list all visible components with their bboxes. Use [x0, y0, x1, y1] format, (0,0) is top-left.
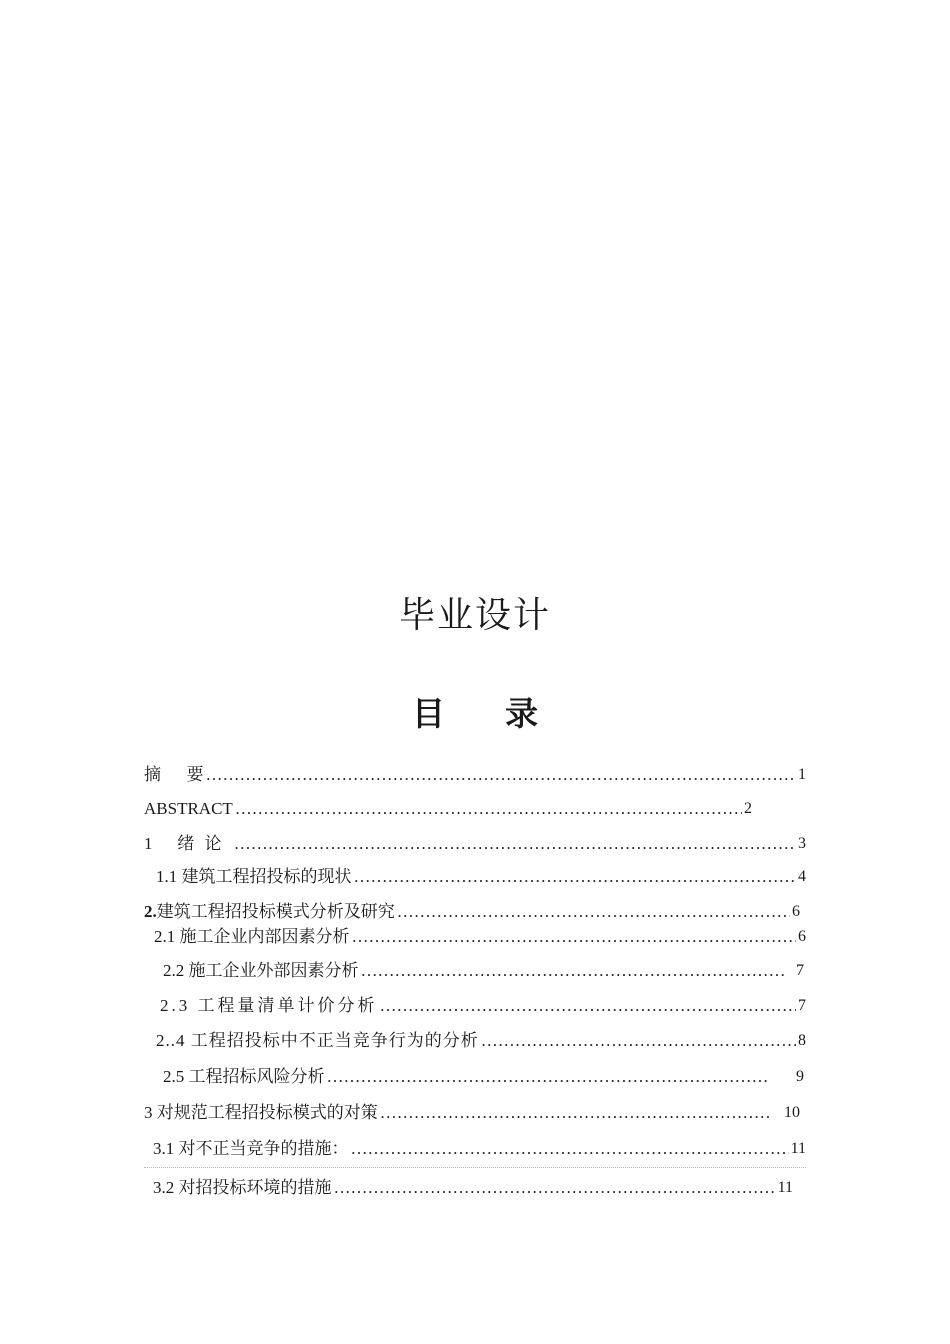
toc-entry-chapter-3[interactable] — [144, 1098, 800, 1124]
toc-leader-dots — [354, 866, 797, 888]
toc-leader-dots — [352, 926, 797, 948]
toc-entry-section-3-2[interactable] — [153, 1173, 793, 1199]
toc-entry-page: 6 — [798, 928, 806, 945]
toc-leader-dots — [234, 833, 796, 855]
toc-entry-abstract-en[interactable] — [144, 794, 752, 820]
toc-leader-dots — [351, 1138, 789, 1160]
toc-entry-title: 2.3 工程量清单计价分析 — [160, 996, 378, 1015]
toc-entry-title: 2.2 施工企业外部因素分析 — [163, 961, 359, 980]
toc-entry-title: 3.2 对招投标环境的措施 — [153, 1178, 332, 1197]
toc-entry-title: 3 对规范工程招投标模式的对策 — [144, 1103, 378, 1122]
toc-entry-page: 9 — [796, 1068, 804, 1085]
toc-heading-char-1: 目 — [412, 694, 445, 733]
toc-entry-number: 2. — [144, 902, 157, 921]
toc-leader-dots — [481, 1030, 796, 1052]
toc-leader-dots — [380, 1102, 772, 1124]
toc-entry-title: 1 绪 论 — [144, 834, 232, 853]
toc-leader-dots — [206, 764, 797, 786]
toc-entry-section-2-5[interactable] — [163, 1062, 804, 1088]
toc-entry-title-text: 建筑工程招投标模式分析及研究 — [156, 902, 395, 921]
toc-entry-page: 8 — [798, 1032, 806, 1049]
toc-leader-dots — [380, 995, 797, 1017]
toc-entry-title: 摘 要 — [144, 765, 204, 784]
toc-entry-page: 11 — [790, 1140, 806, 1157]
toc-leader-dots — [361, 960, 787, 982]
toc-entry-abstract-cn[interactable] — [144, 760, 806, 786]
toc-entry-title: ABSTRACT — [144, 799, 233, 818]
toc-entry-page: 7 — [796, 962, 804, 979]
toc-entry-page: 6 — [792, 903, 800, 920]
toc-leader-dots — [235, 798, 742, 820]
toc-entry-section-2-1[interactable] — [154, 922, 806, 948]
toc-entry-title — [144, 901, 397, 923]
toc-heading-char-2: 录 — [505, 694, 538, 733]
toc-heading — [0, 684, 950, 744]
toc-leader-dots — [397, 901, 790, 923]
toc-entry-chapter-2[interactable] — [144, 897, 800, 923]
toc-entry-section-2-4[interactable] — [156, 1026, 806, 1052]
toc-entry-title: 3.1 对不正当竞争的措施： — [153, 1139, 349, 1158]
toc-entry-chapter-1[interactable] — [144, 829, 806, 855]
toc-entry-section-3-1[interactable] — [153, 1134, 806, 1160]
toc-entry-page: 2 — [744, 800, 752, 817]
toc-entry-page: 10 — [784, 1104, 800, 1121]
toc-entry-section-2-3[interactable] — [160, 991, 806, 1017]
toc-entry-title: 2..4 工程招投标中不正当竞争行为的分析 — [156, 1031, 479, 1050]
toc-entry-title: 1.1 建筑工程招投标的现状 — [156, 867, 352, 886]
toc-entry-title: 2.1 施工企业内部因素分析 — [154, 927, 350, 946]
toc-entry-section-2-2[interactable] — [163, 956, 804, 982]
toc-leader-dots — [327, 1066, 769, 1088]
toc-leader-dots — [334, 1177, 776, 1199]
toc-entry-section-1-1[interactable] — [156, 862, 806, 888]
dotted-divider — [144, 1167, 806, 1168]
toc-entry-page: 3 — [798, 835, 806, 852]
toc-entry-page: 4 — [798, 868, 806, 885]
toc-entry-page: 7 — [798, 997, 806, 1014]
toc-entry-title: 2.5 工程招标风险分析 — [163, 1067, 325, 1086]
toc-entry-page: 1 — [798, 766, 806, 783]
document-title: 毕业设计 — [398, 595, 551, 636]
toc-entry-page: 11 — [777, 1179, 793, 1196]
